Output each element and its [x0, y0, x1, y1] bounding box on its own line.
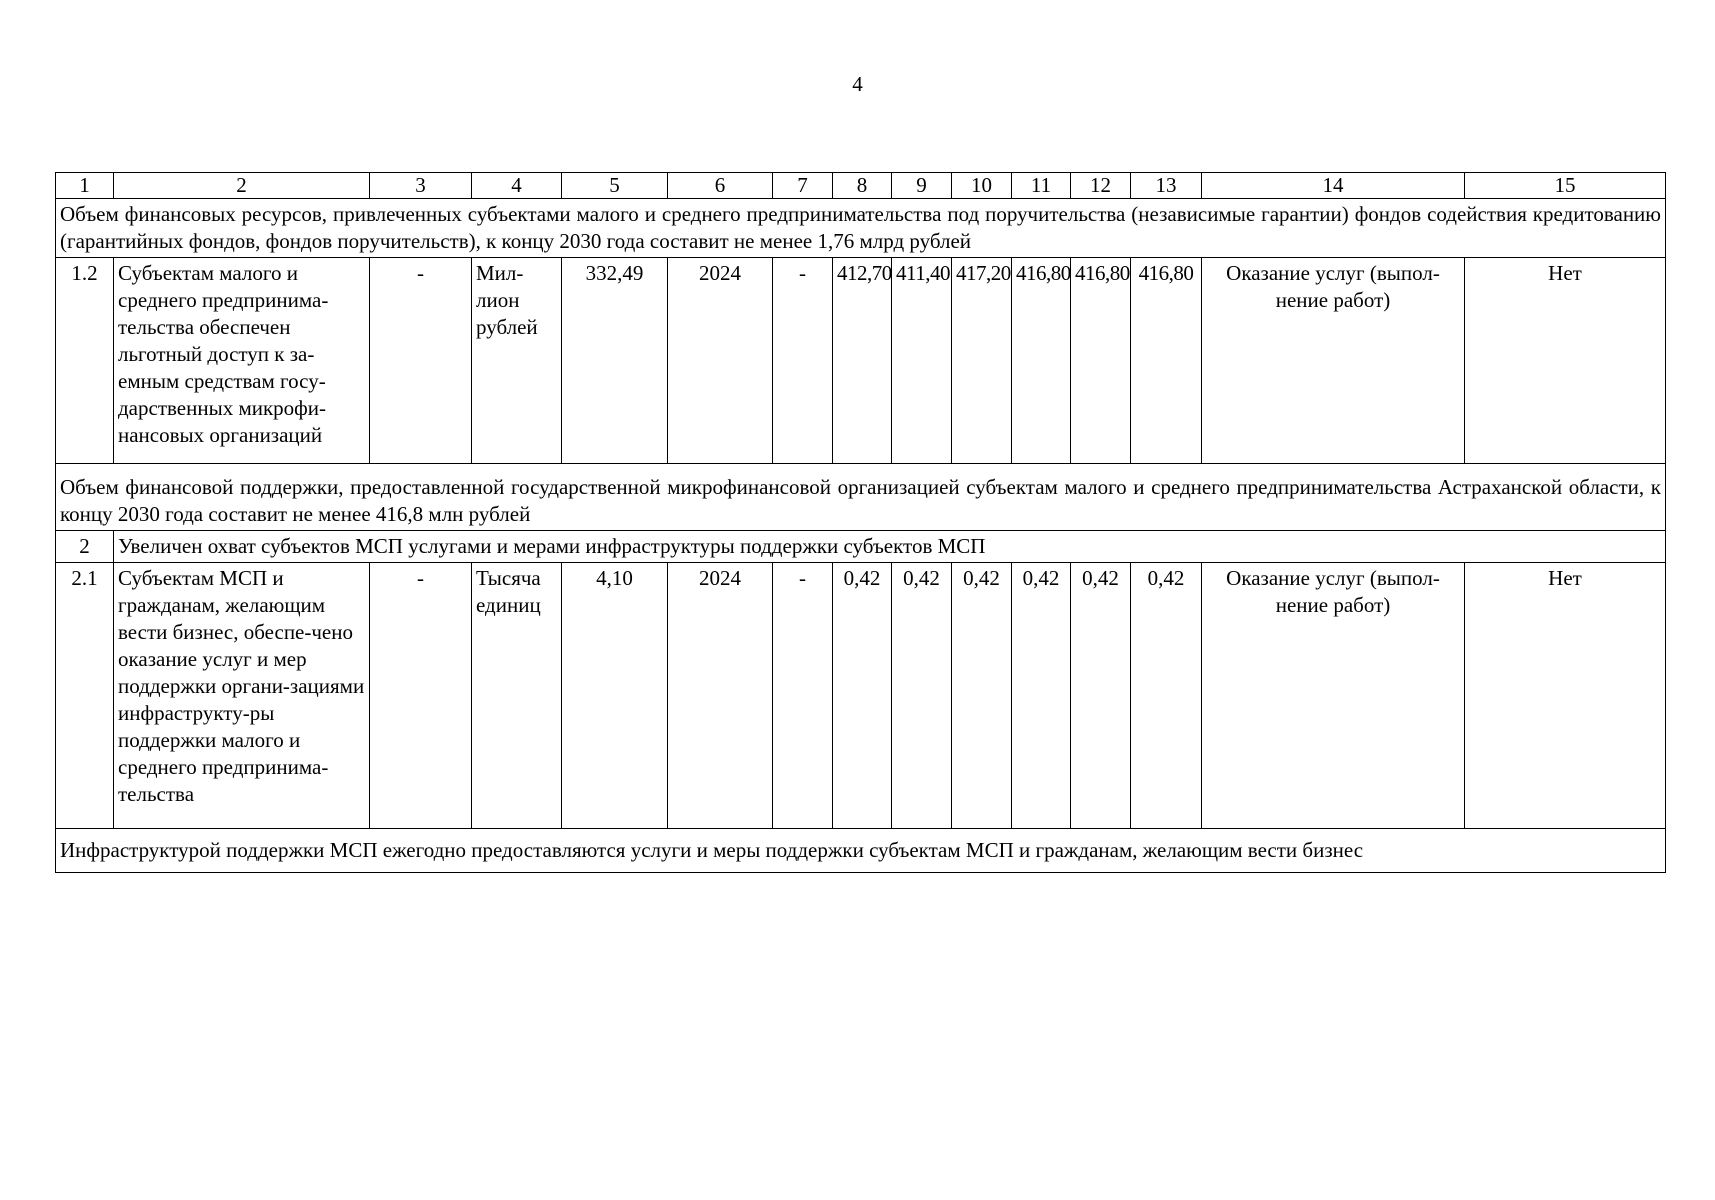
- header-cell: 5: [562, 173, 668, 199]
- result-note: Объем финансовых ресурсов, привлеченных субъектами малого и среднего предпринимательства под поручительства (независимые гарантии) фондов содействия кредитованию (гарантийных фондов, фондов поручительств), к концу 2030 года составит не менее 1,76 млрд рублей: [56, 199, 1666, 258]
- note-row: [56, 199, 1666, 258]
- header-cell: 7: [773, 173, 833, 199]
- base-year-cell: 2024: [668, 258, 773, 464]
- base-year-cell: 2024: [668, 563, 773, 829]
- header-cell: 14: [1202, 173, 1465, 199]
- value-cell: 416,80: [1012, 258, 1071, 464]
- row-number: 2: [56, 531, 114, 563]
- header-cell: 8: [833, 173, 892, 199]
- header-cell: 4: [472, 173, 562, 199]
- indicator-name: Субъектам МСП и гражданам, желающим вести бизнес, обеспе-чено оказание услуг и мер поддержки органи-зациями инфраструкту-ры поддержки малого и среднего предпринима-тельства: [114, 563, 370, 829]
- note-row: [56, 829, 1666, 873]
- type-cell: Оказание услуг (выпол-нение работ): [1202, 563, 1465, 829]
- cell-col15: Нет: [1465, 563, 1666, 829]
- value-cell: 416,80: [1131, 258, 1202, 464]
- value-cell: 0,42: [1071, 563, 1131, 829]
- table-row: [56, 258, 1666, 464]
- header-cell: 1: [56, 173, 114, 199]
- cell-col3: -: [370, 258, 472, 464]
- header-cell: 9: [892, 173, 952, 199]
- value-cell: 0,42: [1012, 563, 1071, 829]
- table-header-row: [56, 173, 1666, 199]
- indicator-name: Субъектам малого и среднего предпринима-тельства обеспечен льготный доступ к за-емным средствам госу-дарственных микрофи-нансовых организаций: [114, 258, 370, 464]
- base-value-cell: 332,49: [562, 258, 668, 464]
- base-value-cell: 4,10: [562, 563, 668, 829]
- row-number: 2.1: [56, 563, 114, 829]
- value-cell: 0,42: [833, 563, 892, 829]
- cell-col3: -: [370, 563, 472, 829]
- unit-cell: Тысяча единиц: [472, 563, 562, 829]
- value-cell: 0,42: [1131, 563, 1202, 829]
- cell-col7: -: [773, 258, 833, 464]
- header-cell: 3: [370, 173, 472, 199]
- value-cell: 416,80: [1071, 258, 1131, 464]
- page-number: 4: [852, 72, 863, 96]
- table-row: [56, 563, 1666, 829]
- header-cell: 12: [1071, 173, 1131, 199]
- cell-col15: Нет: [1465, 258, 1666, 464]
- task-row: [56, 531, 1666, 563]
- header-cell: 11: [1012, 173, 1071, 199]
- result-note: Объем финансовой поддержки, предоставленной государственной микрофинансовой организацией субъектам малого и среднего предпринимательства Астраханской области, к концу 2030 года составит не менее 416,8 млн рублей: [56, 464, 1666, 531]
- unit-cell: Мил-лион рублей: [472, 258, 562, 464]
- value-cell: 0,42: [952, 563, 1012, 829]
- value-cell: 411,40: [892, 258, 952, 464]
- value-cell: 417,20: [952, 258, 1012, 464]
- value-cell: 0,42: [892, 563, 952, 829]
- header-cell: 15: [1465, 173, 1666, 199]
- header-cell: 2: [114, 173, 370, 199]
- row-number: 1.2: [56, 258, 114, 464]
- cell-col7: -: [773, 563, 833, 829]
- result-note: Инфраструктурой поддержки МСП ежегодно предоставляются услуги и меры поддержки субъектам МСП и гражданам, желающим вести бизнес: [56, 829, 1666, 873]
- indicators-table: [55, 172, 1666, 873]
- task-title: Увеличен охват субъектов МСП услугами и мерами инфраструктуры поддержки субъектов МСП: [114, 531, 1666, 563]
- header-cell: 13: [1131, 173, 1202, 199]
- header-cell: 10: [952, 173, 1012, 199]
- header-cell: 6: [668, 173, 773, 199]
- value-cell: 412,70: [833, 258, 892, 464]
- note-row: [56, 464, 1666, 531]
- type-cell: Оказание услуг (выпол-нение работ): [1202, 258, 1465, 464]
